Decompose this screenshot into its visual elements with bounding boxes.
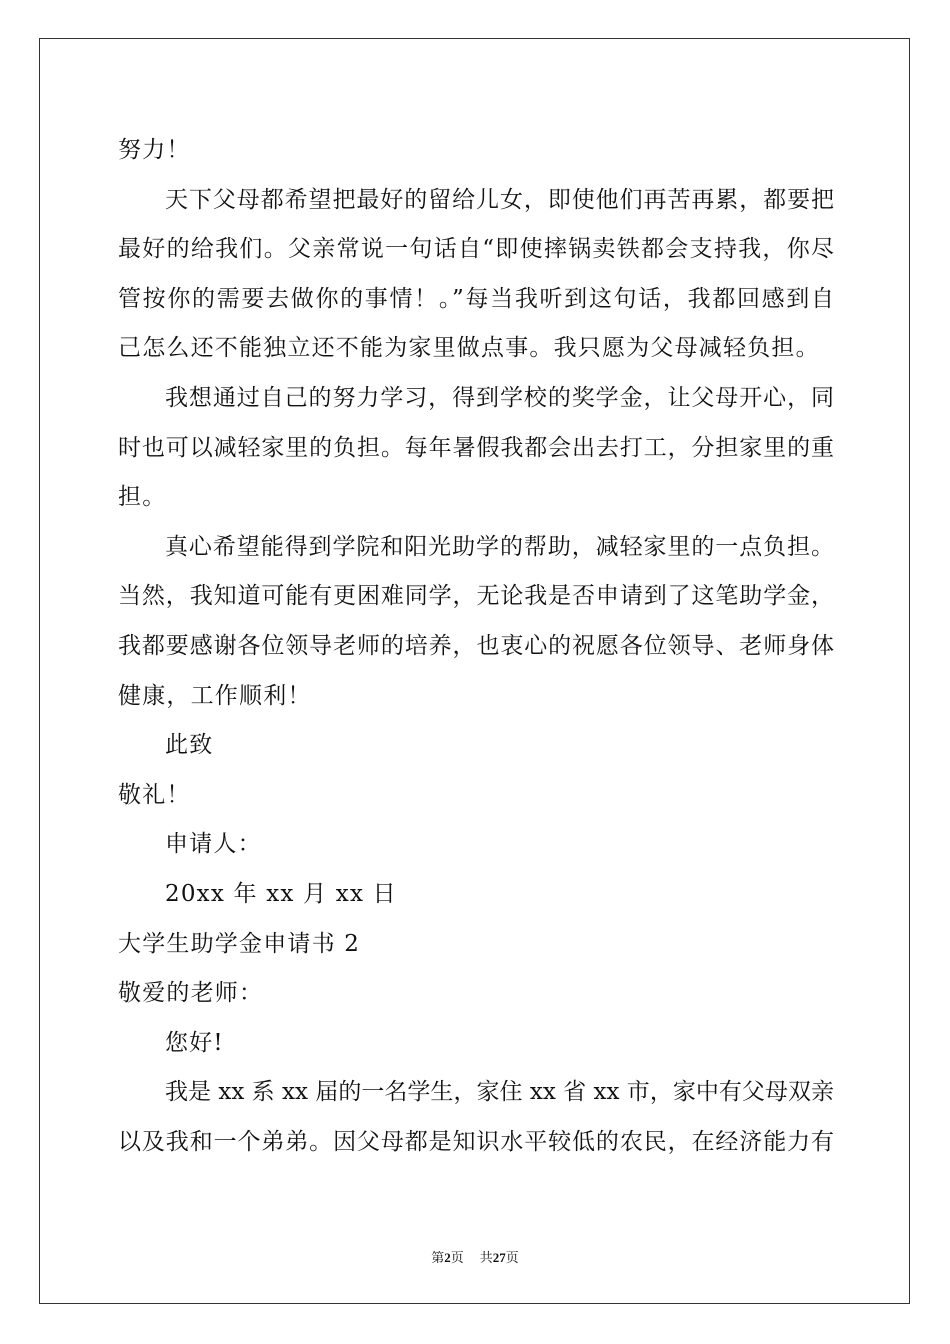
- greeting-recipient: 敬爱的老师：: [118, 980, 264, 1007]
- page-suffix: 页: [450, 1251, 464, 1266]
- text-line: 我想通过自己的努力学习，得到学校的奖学金，让父母开心，同: [165, 384, 834, 411]
- section-title: 大学生助学金申请书 2: [118, 930, 361, 957]
- text-line: 最好的给我们。父亲常说一句话自“即使摔锅卖铁都会支持我，你尽: [118, 236, 834, 263]
- page-prefix: 第: [431, 1251, 445, 1266]
- text-line: 我是 xx 系 xx 届的一名学生，家住 xx 省 xx 市，家中有父母双亲: [165, 1079, 834, 1106]
- text-line: 以及我和一个弟弟。因父母都是知识水平较低的农民，在经济能力有: [118, 1128, 834, 1155]
- text-line: 天下父母都希望把最好的留给儿女，即使他们再苦再累，都要把: [165, 186, 834, 213]
- text-line: 当然，我知道可能有更困难同学，无论我是否申请到了这笔助学金，: [118, 583, 834, 610]
- closing-regards: 敬礼！: [118, 781, 191, 808]
- document-body: [118, 126, 834, 1167]
- text-line: 己怎么还不能独立还不能为家里做点事。我只愿为父母减轻负担。: [118, 335, 820, 362]
- closing-salutation: 此致: [165, 732, 214, 759]
- text-line: 真心希望能得到学院和阳光助学的帮助，减轻家里的一点负担。: [165, 533, 834, 560]
- total-suffix: 页: [505, 1251, 519, 1266]
- text-line: 担。: [118, 484, 167, 511]
- text-line: 努力！: [118, 137, 191, 163]
- page-footer: [0, 1247, 950, 1266]
- page-number: 2: [444, 1250, 451, 1265]
- text-line: 时也可以减轻家里的负担。每年暑假我都会出去打工，分担家里的重: [118, 434, 834, 461]
- text-line: 健康，工作顺利！: [118, 682, 312, 709]
- applicant-label: 申请人：: [165, 831, 262, 858]
- greeting: 您好!: [165, 1029, 224, 1056]
- date-line: 20xx 年 xx 月 xx 日: [165, 880, 397, 907]
- text-line: 管按你的需要去做你的事情！。”每当我听到这句话，我都回感到自: [118, 285, 834, 312]
- text-line: 我都要感谢各位领导老师的培养，也衷心的祝愿各位领导、老师身体: [118, 632, 834, 659]
- total-pages: 27: [492, 1250, 506, 1265]
- total-prefix: 共: [479, 1251, 493, 1266]
